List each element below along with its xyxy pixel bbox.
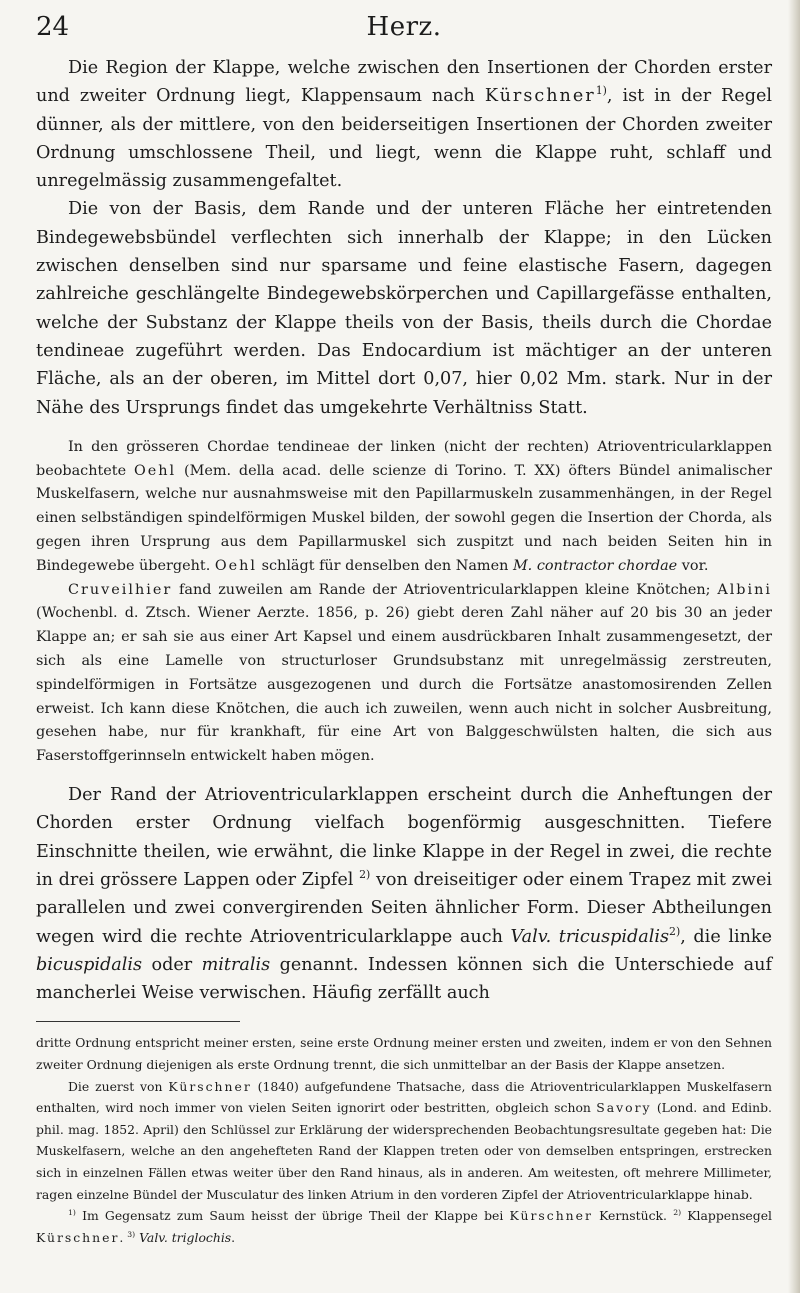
author-name: Kürschner bbox=[36, 1229, 120, 1245]
page-edge-shadow bbox=[788, 0, 800, 1293]
main-text-upper bbox=[36, 54, 772, 422]
footnote-continuation: dritte Ordnung entspricht meiner ersten, seine erste Ordnung meiner ersten und zweiten, indem er von den Sehnen zweiter Ordnung diejenigen als erste Ordnung trennt, die sich unmittelbar an der Basis der Klappe ansetzen. bbox=[36, 1035, 772, 1072]
author-name: Albini bbox=[717, 581, 772, 598]
author-name: Kürschner bbox=[484, 86, 596, 107]
author-name: Oehl bbox=[133, 462, 177, 479]
author-name: Savory bbox=[596, 1100, 652, 1116]
footnote-ref: 2) bbox=[359, 868, 371, 882]
latin-term: Valv. triglochis bbox=[139, 1229, 232, 1245]
footnote-marker: 3) bbox=[127, 1229, 136, 1239]
footnote-ref: 2) bbox=[669, 924, 681, 938]
latin-term: bicuspidalis bbox=[36, 954, 143, 975]
footnotes-section bbox=[36, 1032, 772, 1248]
footnote-list: $^{1)}$ Im Gegensatz zum Saum heisst der übrige Theil der Klappe bei Kürschner Kernstück. $^{2)}$ Klappensegel Kürschner. $^{3)}$ Valv. triglochis. bbox=[36, 1208, 772, 1245]
footnote-kuerschner: Die zuerst von Kürschner (1840) aufgefundene Thatsache, dass die Atrioventricularklappen Muskelfasern enthalten, wird noch immer von vielen Seiten ignorirt oder bestritten, obgleich schon Savory (Lond. and Edinb. phil. mag. 1852. April) den Schlüssel zur Erklärung der widersprechenden Beobachtungsresultate gegeben hat: Die Muskelfasern, welche an den angehefteten Rand der Klappen treten oder von demselben entspringen, erstrecken sich in einzelnen Fällen etwas weiter über den Rand hinaus, als in anderen. Am weitesten, oft mehrere Millimeter, ragen einzelne Bündel der Musculatur des linken Atrium in den vorderen Zipfel der Atrioventricularklappe hinab. bbox=[36, 1078, 772, 1202]
author-name: Kürschner bbox=[509, 1208, 593, 1224]
page-header bbox=[36, 0, 772, 50]
latin-term: M. contractor chordae bbox=[512, 557, 678, 574]
paragraph-klappensaum: Die Region der Klappe, welche zwischen den Insertionen der Chorden erster und zweiter Ordnung liegt, Klappensaum nach Kürschner$^{1)}$, ist in der Regel dünner, als der mittlere, von den beiderseitigen Insertionen der Chorden zweiter Ordnung umschlossene Theil, und liegt, wenn die Klappe ruht, schlaff und unregelmässig zusammengefaltet. bbox=[36, 58, 773, 192]
paragraph-rand: Der Rand der Atrioventricularklappen erscheint durch die Anheftungen der Chorden erster Ordnung vielfach bogenförmig ausgeschnitten. Tiefere Einschnitte theilen, wie erwähnt, die linke Klappe in der Regel in zwei, die rechte in drei grössere Lappen oder Zipfel $^{2)}$ von dreiseitiger oder einem Trapez mit zwei parallelen und zwei convergirenden Seiten ähnlicher Form. Dieser Abtheilungen wegen wird die rechte Atrioventricularklappe auch Valv. tricuspidalis$^{2)}$, die linke bicuspidalis oder mitralis genannt. Indessen können sich die Unterschiede auf mancherlei Weise verwischen. Häufig zerfällt auch bbox=[36, 785, 772, 1004]
paragraph-oehl: In den grösseren Chordae tendineae der linken (nicht der rechten) Atrioventricularklappen beobachtete Oehl (Mem. della acad. delle scienze di Torino. T. XX) öfters Bündel animalischer Muskelfasern, welche nur ausnahmsweise mit den Papillarmuskeln zusammenhängen, in der Regel einen selbständigen spindelförmigen Muskel bilden, der sowohl gegen die Insertion der Chorda, als gegen ihren Ursprung aus dem Papillarmuskel sich zuspitzt und nach beiden Seiten hin in Bindegewebe übergeht. Oehl schlägt für denselben den Namen M. contractor chordae vor. bbox=[36, 438, 772, 574]
small-print-section bbox=[36, 436, 772, 769]
page-number: 24 bbox=[36, 12, 70, 42]
author-name: Oehl bbox=[214, 557, 258, 574]
main-text-lower bbox=[36, 781, 772, 1007]
running-title: Herz. bbox=[366, 12, 442, 42]
paragraph-bindegewebe: Die von der Basis, dem Rande und der unteren Fläche her eintretenden Bindegewebsbündel verflechten sich innerhalb der Klappe; in den Lücken zwischen denselben sind nur sparsame und feine elastische Fasern, dagegen zahlreiche geschlängelte Bindegewebskörperchen und Capillargefässe enthalten, welche der Substanz der Klappe theils von der Basis, theils durch die Chordae tendineae zugeführt werden. Das Endocardium ist mächtiger an der unteren Fläche, als an der oberen, im Mittel dort 0,07, hier 0,02 Mm. stark. Nur in der Nähe des Ursprungs findet das umgekehrte Verhältniss Statt. bbox=[36, 199, 772, 418]
footnote-marker: 1) bbox=[68, 1208, 76, 1218]
footnote-divider bbox=[36, 1021, 240, 1022]
paragraph-cruveilhier: Cruveilhier fand zuweilen am Rande der Atrioventricularklappen kleine Knötchen; Albini (Wochenbl. d. Ztsch. Wiener Aerzte. 1856, p. 26) giebt deren Zahl näher auf 20 bis 30 an jeder Klappe an; er sah sie aus einer Art Kapsel und einem ausdrückbaren Inhalt zusammengesetzt, der sich als eine Lamelle von structurloser Grundsubstanz mit unregelmässig zerstreuten, spindelförmigen in Fortsätze ausgezogenen und durch die Fortsätze anastomosirenden Zellen erweist. Ich kann diese Knötchen, die auch ich zuweilen, wenn auch nicht in solcher Ausbreitung, gesehen habe, nur für krankhaft, für eine Art von Balggeschwülsten halten, die sich aus Faserstoffgerinnseln entwickelt haben mögen. bbox=[36, 581, 772, 765]
book-page bbox=[36, 0, 772, 1248]
latin-term: mitralis bbox=[201, 954, 271, 975]
author-name: Kürschner bbox=[168, 1078, 252, 1094]
footnote-marker: 2) bbox=[673, 1208, 682, 1218]
author-name: Cruveilhier bbox=[68, 581, 173, 598]
footnote-ref: 1) bbox=[595, 84, 607, 98]
latin-term: Valv. tricuspidalis bbox=[510, 926, 670, 947]
